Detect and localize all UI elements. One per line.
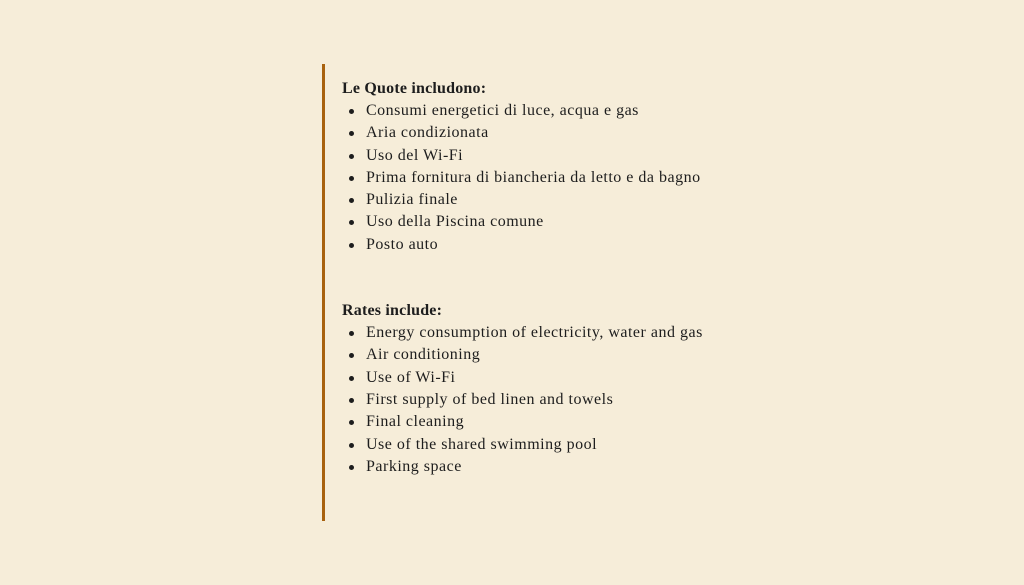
list-item-text: Aria condizionata — [366, 124, 489, 142]
list-item — [342, 122, 902, 144]
rates-content — [342, 78, 902, 478]
list-item — [342, 145, 902, 167]
list-item — [342, 367, 902, 389]
bullet-icon — [349, 420, 354, 425]
bullet-icon — [349, 243, 354, 248]
list-item — [342, 189, 902, 211]
bullet-icon — [349, 220, 354, 225]
list-item — [342, 100, 902, 122]
list-item-text: Consumi energetici di luce, acqua e gas — [366, 102, 639, 119]
italian-section-title: Le Quote includono: — [342, 80, 487, 97]
bullet-icon — [349, 198, 354, 203]
list-item-text: First supply of bed linen and towels — [366, 390, 614, 408]
list-item — [342, 167, 902, 189]
accent-divider-bar — [322, 64, 325, 521]
english-included-list — [342, 322, 902, 478]
italian-section — [342, 78, 902, 256]
list-item — [342, 434, 902, 456]
list-item — [342, 211, 902, 233]
bullet-icon — [349, 353, 354, 358]
bullet-icon — [349, 443, 354, 448]
list-item-text: Final cleaning — [366, 413, 465, 431]
list-item-text: Uso della Piscina comune — [366, 213, 544, 231]
list-item — [342, 456, 902, 478]
list-item-text: Pulizia finale — [366, 191, 458, 209]
bullet-icon — [349, 109, 354, 114]
list-item — [342, 234, 902, 256]
list-item-text: Air conditioning — [366, 346, 481, 364]
list-item — [342, 389, 902, 411]
bullet-icon — [349, 331, 354, 336]
bullet-icon — [349, 465, 354, 470]
english-section — [342, 300, 902, 478]
list-item — [342, 411, 902, 433]
list-item-text: Use of Wi-Fi — [366, 368, 456, 386]
list-item-text: Uso del Wi-Fi — [366, 146, 464, 164]
italian-included-list — [342, 100, 902, 256]
bullet-icon — [349, 376, 354, 381]
bullet-icon — [349, 131, 354, 136]
bullet-icon — [349, 176, 354, 181]
list-item — [342, 322, 902, 344]
list-item-text: Posto auto — [366, 235, 439, 253]
list-item-text: Parking space — [366, 457, 462, 475]
list-item-text: Use of the shared swimming pool — [366, 435, 598, 453]
list-item-text: Energy consumption of electricity, water and gas — [366, 324, 703, 342]
english-section-title: Rates include: — [342, 302, 443, 320]
list-item-text: Prima fornitura di biancheria da letto e da bagno — [366, 168, 701, 186]
bullet-icon — [349, 154, 354, 159]
list-item — [342, 344, 902, 366]
bullet-icon — [349, 398, 354, 403]
